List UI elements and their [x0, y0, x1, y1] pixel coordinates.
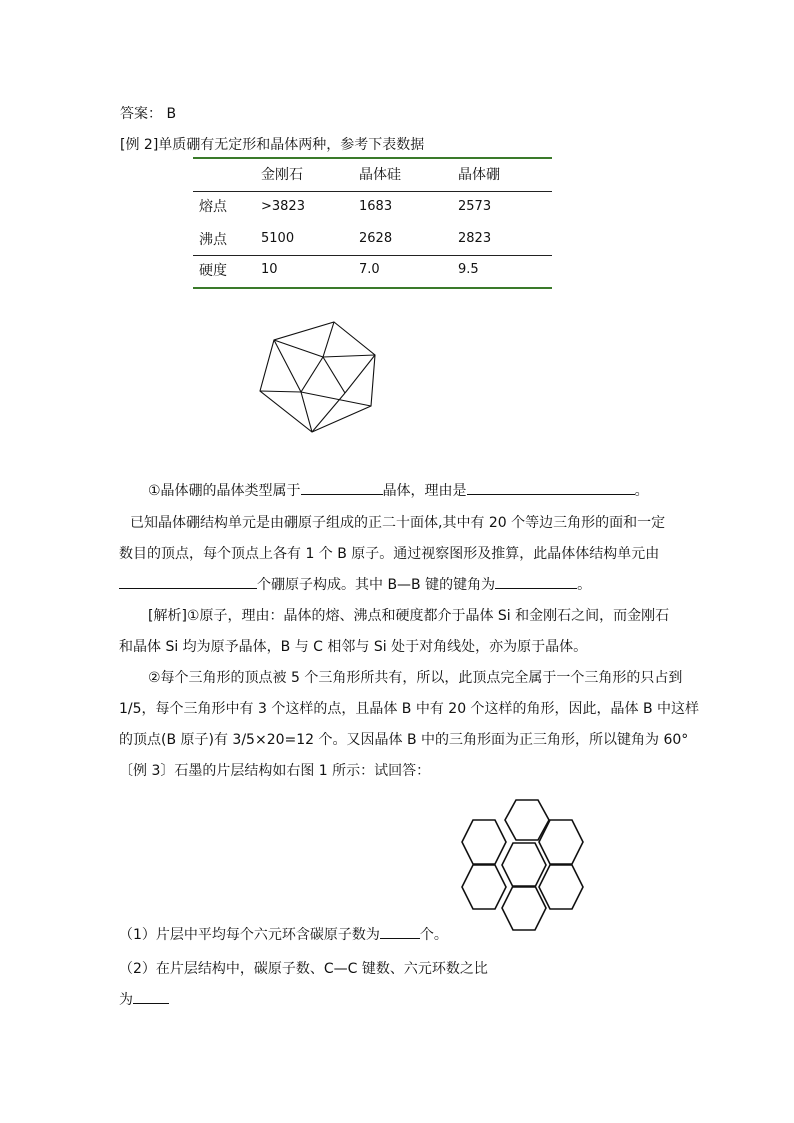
q-text: 个。 [419, 927, 448, 943]
analysis-line: 和晶体 Si 均为原予晶体，B 与 C 相邻与 Si 处于对角线处，亦为原于晶体。 [119, 639, 588, 655]
answer-blank[interactable] [301, 480, 383, 495]
example3-q2: （2）在片层结构中，碳原子数、C—C 键数、六元环数之比 [119, 961, 488, 977]
table-cell: >3823 [261, 198, 305, 214]
graphite-hexagon-figure [458, 796, 598, 934]
table-row [193, 254, 552, 285]
para-text: 个硼原子构成。其中 B—B 键的键角为 [257, 577, 496, 593]
example3-q1 [119, 924, 448, 944]
table-header-cell [193, 158, 261, 189]
table-cell: 10 [261, 262, 278, 277]
table-header-cell: 晶体硼 [458, 166, 500, 183]
answer-blank[interactable] [495, 574, 577, 589]
table-header-cell: 晶体硅 [359, 166, 401, 183]
example2-intro: [例 2]单质硼有无定形和晶体两种，参考下表数据 [120, 137, 425, 153]
para-line: 数目的顶点，每个顶点上各有 1 个 B 原子。通过视察图形及推算，此晶体体结构单元由 [119, 546, 660, 562]
answer-line: 答案： B [120, 106, 177, 122]
question-1 [148, 480, 649, 500]
answer-blank[interactable] [380, 924, 420, 939]
table-bottom-rule [193, 287, 552, 289]
q-text: （1）片层中平均每个六元环含碳原子数为 [119, 927, 380, 943]
para-line-3 [119, 574, 591, 594]
q1-text-mid: 晶体，理由是 [382, 483, 467, 499]
para-text: 。 [577, 577, 592, 593]
row-label: 沸点 [199, 231, 227, 248]
icosahedron-figure [255, 318, 380, 436]
q-text: 为 [119, 992, 133, 1008]
table-cell: 2823 [458, 231, 492, 246]
example3-q2-cont [119, 989, 169, 1009]
table-cell: 1683 [359, 198, 393, 214]
table-cell: 7.0 [359, 262, 380, 277]
table-cell: 2573 [458, 198, 492, 214]
table-row [193, 223, 552, 254]
analysis-line: 1/5，每个三角形中有 3 个这样的点，且晶体 B 中有 20 个这样的角形，因此，晶体 B 中这样 [119, 701, 700, 717]
answer-blank[interactable] [467, 480, 635, 495]
q1-text-pre: ①晶体硼的晶体类型属于 [148, 483, 301, 499]
example3-title: 〔例 3〕石墨的片层结构如右图 1 所示：试回答： [119, 763, 431, 779]
para-line: 已知晶体硼结构单元是由硼原子组成的正二十面体,其中有 20 个等边三角形的面和一定 [130, 515, 666, 531]
table-cell: 5100 [261, 231, 295, 246]
table-cell: 2628 [359, 231, 393, 246]
answer-blank[interactable] [133, 989, 169, 1004]
analysis-line: [解析]①原子，理由：晶体的熔、沸点和硬度都介于晶体 Si 和金刚石之间，而金刚石 [148, 608, 670, 624]
analysis-line: 的顶点(B 原子)有 3/5×20=12 个。又因晶体 B 中的三角形面为正三角形，所以键角为 60° [119, 732, 689, 748]
analysis-line: ②每个三角形的顶点被 5 个三角形所共有，所以，此顶点完全属于一个三角形的只占到 [148, 670, 683, 686]
row-label: 硬度 [199, 262, 227, 279]
row-label: 熔点 [199, 199, 227, 215]
table-header-row [193, 158, 552, 189]
properties-table [193, 158, 552, 285]
answer-blank[interactable] [119, 574, 257, 589]
q1-text-end: 。 [634, 483, 649, 499]
table-row [193, 189, 552, 223]
table-header-cell: 金刚石 [261, 166, 303, 183]
table-cell: 9.5 [458, 262, 479, 277]
